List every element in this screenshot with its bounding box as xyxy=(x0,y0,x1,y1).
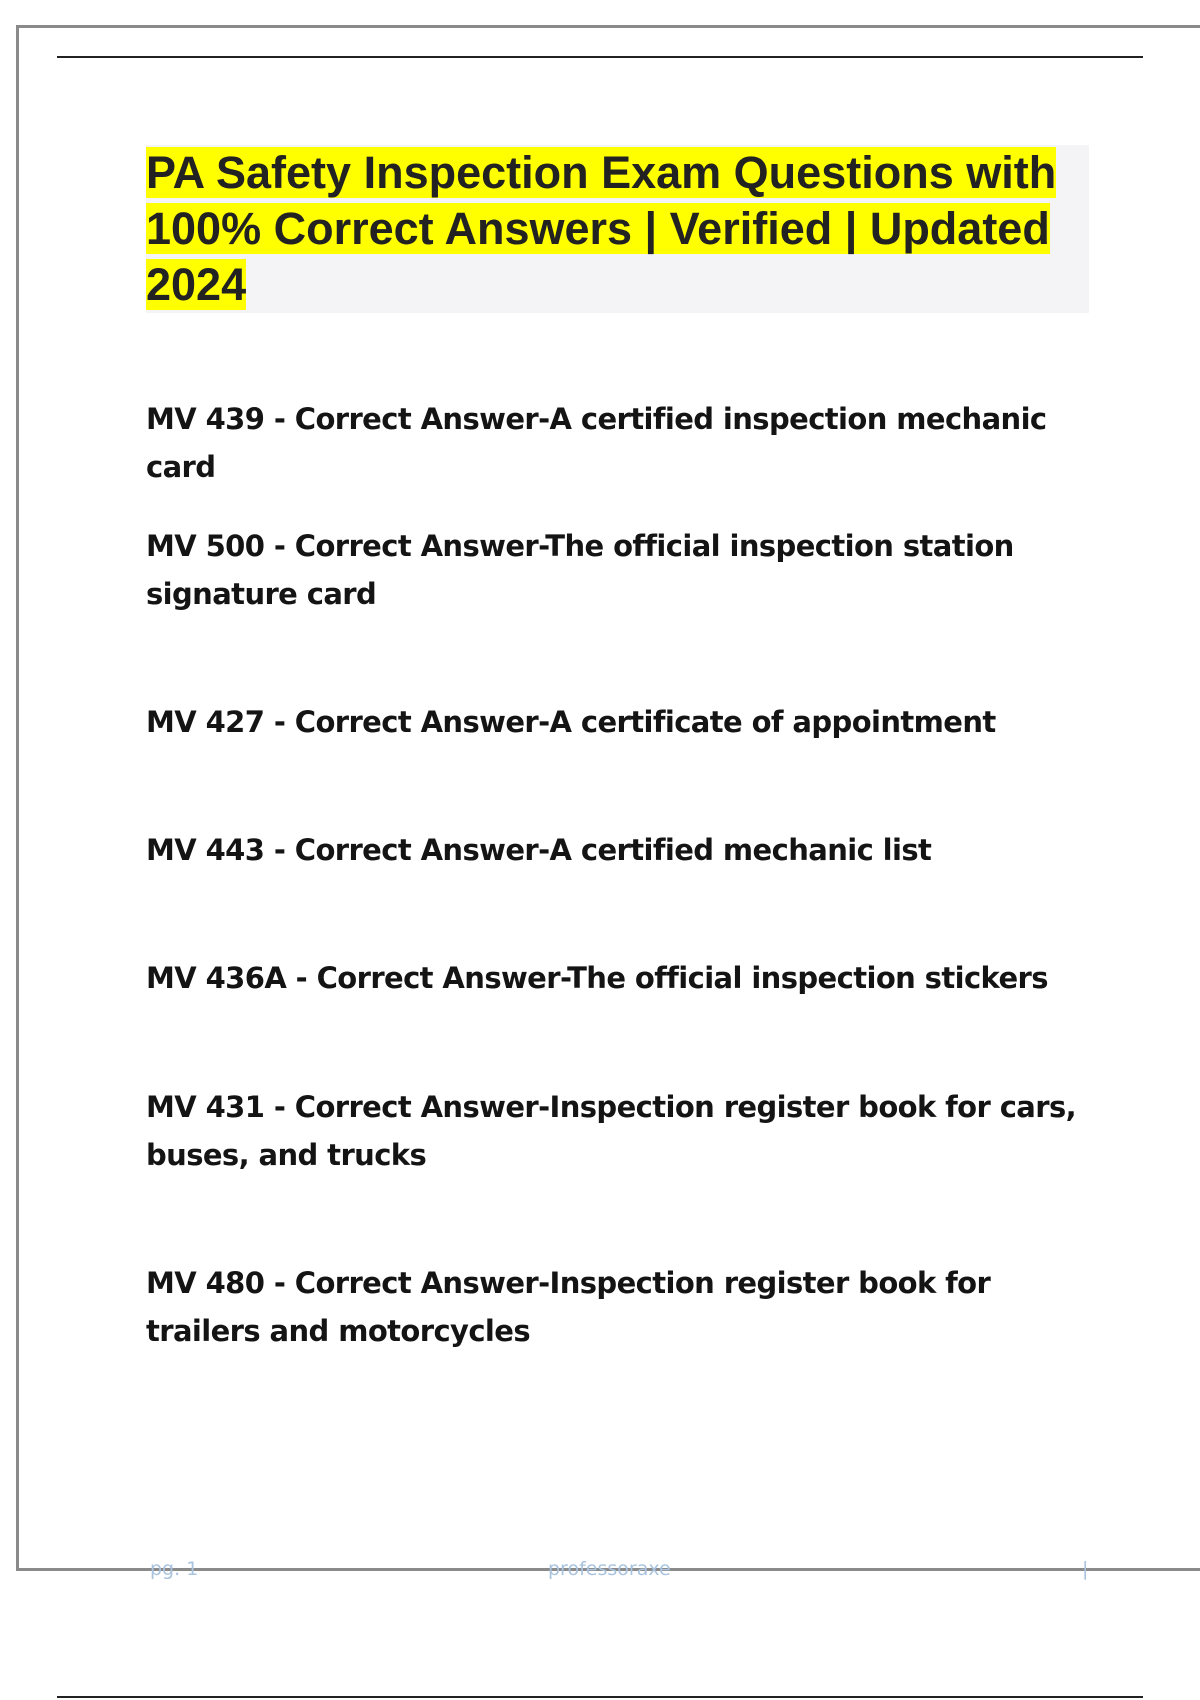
header-rule xyxy=(57,56,1143,58)
qa-entry: MV 439 - Correct Answer-A certified inspection mechanic card xyxy=(146,402,1047,484)
qa-entry: MV 480 - Correct Answer-Inspection register book for trailers and motorcycles xyxy=(146,1266,991,1348)
qa-entry: MV 427 - Correct Answer-A certificate of appointment xyxy=(146,705,996,739)
footer-page-number: pg. 1 xyxy=(150,1558,199,1580)
qa-entry: MV 431 - Correct Answer-Inspection register book for cars, buses, and trucks xyxy=(146,1090,1077,1172)
footer-separator: | xyxy=(1082,1558,1089,1580)
document-title xyxy=(146,145,1089,313)
qa-entry: MV 436A - Correct Answer-The official inspection stickers xyxy=(146,961,1048,995)
title-highlight: PA Safety Inspection Exam Questions with 100% Correct Answers | Verified | Updated 2024 xyxy=(146,147,1057,310)
bottom-rule xyxy=(57,1696,1143,1698)
title-box xyxy=(146,145,1089,313)
qa-entry: MV 443 - Correct Answer-A certified mechanic list xyxy=(146,833,932,867)
qa-entry: MV 500 - Correct Answer-The official inspection station signature card xyxy=(146,529,1014,611)
footer-author: professoraxe xyxy=(548,1558,671,1580)
